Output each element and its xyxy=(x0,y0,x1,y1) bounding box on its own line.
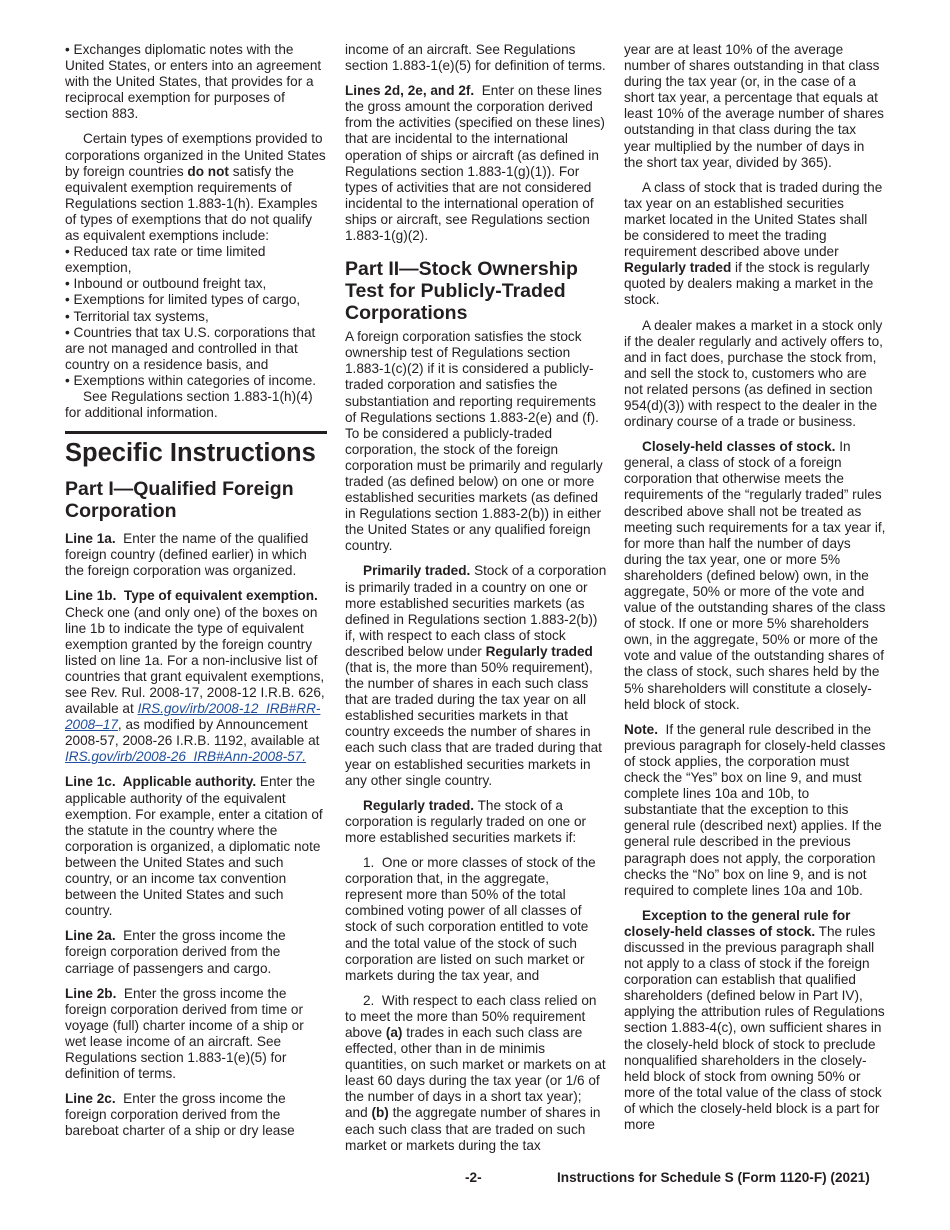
line-2c-paragraph: Line 2c. Enter the gross income the foreign corporation derived from the bareboat charter of a ship or dry lease xyxy=(65,1091,295,1139)
us-market-class-paragraph: A class of stock that is traded during the tax year on an established securities market located in the United States shall be considered to meet the trading requirement described above under Regularly traded if the stock is regularly quoted by dealers making a market in the stock. xyxy=(624,179,883,308)
dealer-paragraph: A dealer makes a market in a stock only if the dealer regularly and actively offers to, and in fact does, purchase the stock from, and sell the stock to, customers who are not related persons (as defined in section 954(d)(3)) with respect to the dealer in the ordinary course of a trade or business. xyxy=(624,317,883,430)
bullet-reduced-rate: • Reduced tax rate or time limited exemption, xyxy=(65,244,327,276)
footer-title: Instructions for Schedule S (Form 1120-F) (2021) xyxy=(557,1170,870,1185)
irb-rr-2008-17-link[interactable]: IRS.gov/irb/2008-12_IRB#RR-2008–17 xyxy=(65,701,321,733)
column-3 xyxy=(624,42,886,1133)
part-2-heading: Part II—Stock Ownership Test for Publicly-Traded Corporations xyxy=(345,258,578,325)
column-1 xyxy=(65,42,327,1139)
note-paragraph: Note. If the general rule described in the previous paragraph for closely-held classes of stock applies, the corporation must check the “Yes” box on line 9, and must complete lines 10a and 10b, to substantiate that the exception to this general rule (described next) applies. If the general rule described in the previous paragraph does not apply, the corporation checks the “No” box on line 9, and is not required to complete lines 10a and 10b. xyxy=(624,721,886,898)
primarily-traded-paragraph: Primarily traded. Stock of a corporation is primarily traded in a country on one or more established securities markets (as defined in Regulations section 1.883-2(b)) if, with respect to each class of stock described below under Regularly traded (that is, the more than 50% requirement), the number of shares in each such class that are traded during the tax year on all established securities markets in that country exceeds the number of shares in each such class that are traded during that year on established securities markets in any other single country. xyxy=(345,563,607,788)
regularly-traded-paragraph: Regularly traded. The stock of a corporation is regularly traded on one or more established securities markets if: xyxy=(345,797,587,845)
line-2a-paragraph: Line 2a. Enter the gross income the foreign corporation derived from the carriage of passengers and cargo. xyxy=(65,928,286,976)
bullet-limited-cargo: • Exemptions for limited types of cargo, xyxy=(65,292,327,308)
line-1b-paragraph: Line 1b. Type of equivalent exemption. Check one (and only one) of the boxes on line 1b to indicate the type of equivalent exemption granted by the foreign country listed on line 1a. For a non-inclusive list of countries that grant equivalent exemptions, see Rev. Rul. 2008-17, 2008-12 I.R.B. 626, available at IRS.gov/irb/2008-12_IRB#RR-2008–17, as modified by Announcement 2008-57, 2008-26 I.R.B. 1192, available at IRS.gov/irb/2008-26_IRB#Ann-2008-57. xyxy=(65,588,325,765)
bullet-diplomatic: • Exchanges diplomatic notes with the United States, or enters into an agreement with the United States, that provides for a reciprocal exemption for purposes of section 883. xyxy=(65,42,327,122)
paragraph-certain-exemptions: Certain types of exemptions provided to corporations organized in the United States by foreign countries do not satisfy the equivalent exemption requirements of Regulations section 1.883-1(h). Examples of types of exemptions that do not qualify as equivalent exemptions include: xyxy=(65,131,326,244)
closely-held-paragraph: Closely-held classes of stock. In general, a class of stock of a foreign corporation that otherwise meets the requirements of the “regularly traded” rules described above shall not be treated as meeting such requirements for a tax year if, for more than half the number of days during the tax year, one or more 5% shareholders (defined below) own, in the aggregate, 50% or more of the vote and value of the outstanding shares of the class of stock. If one or more 5% shareholders own, in the aggregate, 50% or more of the vote and value of the outstanding shares of the class of stock, such shares held by the 5% shareholders will constitute a closely-held block of stock. xyxy=(624,439,886,712)
item-2-continued: year are at least 10% of the average number of shares outstanding in that class during the tax year (or, in the case of a short tax year, a percentage that equals at least 10% of the average number of shares outstanding in that class during the tax year multiplied by the number of days in the short tax year, divided by 365). xyxy=(624,42,884,170)
bullet-territorial: • Territorial tax systems, xyxy=(65,309,327,325)
line-2b-paragraph: Line 2b. Enter the gross income the foreign corporation derived from time or voyage (full) charter income of a ship or wet lease income of an aircraft. See Regulations section 1.883-1(e)(5) for definition of terms. xyxy=(65,985,304,1082)
irb-ann-2008-57-link[interactable]: IRS.gov/irb/2008-26_IRB#Ann-2008-57. xyxy=(65,749,307,765)
line-1c-paragraph: Line 1c. Applicable authority. Enter the applicable authority of the equivalent exemption. For example, enter a citation of the statute in the country where the corporation is organized, a diplomatic note between the United States and such country, or an income tax convention between the United States and such country. xyxy=(65,774,323,919)
part-1-heading: Part I—Qualified Foreign Corporation xyxy=(65,478,294,523)
regularly-traded-item-2: 2. With respect to each class relied on to meet the more than 50% requirement above (a) trades in each such class are effected, other than in de minimis quantities, on such market or markets on at least 60 days during the tax year (or 1/6 of the number of days in a short tax year); and (b) the aggregate number of shares in each such class that are traded on such market or markets during the tax xyxy=(345,992,606,1153)
bullet-residence-basis: • Countries that tax U.S. corporations that are not managed and controlled in that country on a residence basis, and xyxy=(65,325,327,373)
bullet-within-categories: • Exemptions within categories of income. xyxy=(65,373,327,389)
column-2 xyxy=(345,42,607,1154)
bullet-freight: • Inbound or outbound freight tax, xyxy=(65,276,327,292)
line-1a-paragraph: Line 1a. Enter the name of the qualified foreign country (defined earlier) in which the foreign corporation was organized. xyxy=(65,531,309,579)
line-2c-continued: income of an aircraft. See Regulations section 1.883-1(e)(5) for definition of terms. xyxy=(345,42,606,74)
paragraph-see-regulations: See Regulations section 1.883-1(h)(4) for additional information. xyxy=(65,388,313,421)
page-number: -2- xyxy=(465,1170,482,1185)
regularly-traded-item-1: 1. One or more classes of stock of the corporation that, in the aggregate, represent more than 50% of the total combined voting power of all classes of stock of such corporation entitled to vote and the total value of the stock of such corporation are listed on such market or markets during the tax year, and xyxy=(345,855,596,983)
lines-2d-2e-2f-paragraph: Lines 2d, 2e, and 2f. Enter on these lines the gross amount the corporation derived from the activities (specified on these lines) that are incidental to the international operation of ships or aircraft (as defined in Regulations section 1.883-1(g)(1)). For types of activities that are not considered incidental to the international operation of ships or aircraft, see Regulations section 1.883-1(g)(2). xyxy=(345,83,605,244)
exception-paragraph: Exception to the general rule for closely-held classes of stock. The rules discussed in the previous paragraph shall not apply to a class of stock if the foreign corporation can establish that qualified shareholders (defined below in Part IV), applying the attribution rules of Regulations section 1.883-4(c), own sufficient shares in the closely-held block of stock to preclude nonqualified shareholders in the closely-held block of stock from owning 50% or more of the total value of the class of stock of which the closely-held block is a part for more xyxy=(624,907,885,1132)
part-2-intro: A foreign corporation satisfies the stock ownership test of Regulations section 1.883-1(c)(2) if it is considered a publicly-traded corporation and satisfies the substantiation and reporting requirements of Regulations sections 1.883-2(e) and (f). To be considered a publicly-traded corporation, the stock of the foreign corporation must be primarily and regularly traded (as defined below) on one or more established securities markets (as defined in Regulations section 1.883-2(b)) in either the United States or any qualified foreign country. xyxy=(345,329,603,554)
specific-instructions-heading: Specific Instructions xyxy=(65,431,327,468)
